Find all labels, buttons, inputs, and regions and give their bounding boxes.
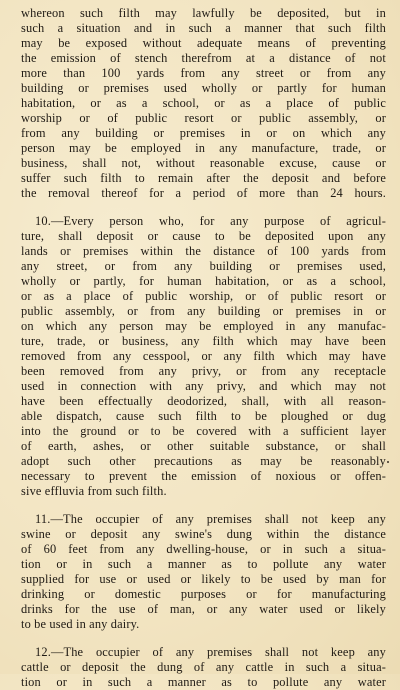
text-line: whereon such filth may lawfully be deposited, but in bbox=[21, 6, 386, 20]
text-line: from any building or premises in or on which any bbox=[21, 126, 386, 140]
text-line: sive effluvia from such filth. bbox=[21, 484, 167, 498]
text-line: able dispatch, cause such filth to be ploughed or dug bbox=[21, 409, 386, 423]
text-line: the removal thereof for a period of more than 24 hours. bbox=[21, 186, 386, 200]
text-line: ture, trade, or business, any filth which may have been bbox=[21, 334, 386, 348]
text-line: person may be employed in any manufacture, trade, or bbox=[21, 141, 386, 155]
text-line: drinks for the use of man, or any water used or likely bbox=[21, 602, 386, 616]
text-line: tion or in such a manner as to pollute any water bbox=[21, 557, 386, 571]
text-line: tion or in such a manner as to pollute any water bbox=[21, 675, 386, 689]
text-line: 12.—The occupier of any premises shall not keep any bbox=[35, 645, 386, 659]
text-line: suffer such filth to remain after the deposit and before bbox=[21, 171, 386, 185]
paragraph-gap bbox=[21, 632, 386, 645]
text-line: business, shall not, without reasonable excuse, cause or bbox=[21, 156, 386, 170]
text-line: lands or premises within the distance of 100 yards from bbox=[21, 244, 386, 258]
text-line: of earth, ashes, or other suitable substance, or shall bbox=[21, 439, 386, 453]
text-line: ture, shall deposit or cause to be deposited upon any bbox=[21, 229, 386, 243]
text-line: such a situation and in such a manner that such filth bbox=[21, 21, 386, 35]
text-line: removed from any cesspool, or any filth which may have bbox=[21, 349, 386, 363]
text-line: habitation, or as a school, or as a place of public bbox=[21, 96, 386, 110]
text-line: drinking or domestic purposes or for manufacturing bbox=[21, 587, 386, 601]
text-line: into the ground or to be covered with a sufficient layer bbox=[21, 424, 386, 438]
text-line: may be exposed without adequate means of preventing bbox=[21, 36, 386, 50]
text-line: to be used in any dairy. bbox=[21, 617, 140, 631]
paragraph-gap bbox=[21, 499, 386, 512]
text-line: swine or deposit any swine's dung within the distance bbox=[21, 527, 386, 541]
text-line: or as a place of public worship, or of public resort or bbox=[21, 289, 386, 303]
text-line: public assembly, or from any building or premises in or bbox=[21, 304, 386, 318]
text-line: wholly or partly, for human habitation, or as a school, bbox=[21, 274, 386, 288]
print-speck bbox=[387, 461, 389, 463]
text-line: worship or of public resort or public assembly, or bbox=[21, 111, 386, 125]
text-line: been removed from any privy, or from any receptacle bbox=[21, 364, 386, 378]
text-line: necessary to prevent the emission of noxious or offen- bbox=[21, 469, 386, 483]
text-line: used in connection with any privy, and which may not bbox=[21, 379, 386, 393]
text-line: the emission of stench therefrom at a distance of not bbox=[21, 51, 386, 65]
text-line: of 60 feet from any dwelling-house, or in such a situa- bbox=[21, 542, 386, 556]
text-line: 10.—Every person who, for any purpose of agricul- bbox=[35, 214, 386, 228]
paragraph-9-continuation bbox=[21, 6, 386, 201]
paragraph-gap bbox=[21, 201, 386, 214]
text-line: adopt such other precautions as may be reasonably bbox=[21, 454, 386, 468]
text-line: cattle or deposit the dung of any cattle in such a situa- bbox=[21, 660, 386, 674]
text-line: building or premises used wholly or partly for human bbox=[21, 81, 386, 95]
text-line: any street, or from any building or premises used, bbox=[21, 259, 386, 273]
paragraph-12 bbox=[21, 645, 386, 690]
text-line: on which any person may be employed in any manufac- bbox=[21, 319, 386, 333]
text-line: have been effectually deodorized, shall, with all reason- bbox=[21, 394, 386, 408]
paragraph-11 bbox=[21, 512, 386, 632]
text-line: 11.—The occupier of any premises shall not keep any bbox=[35, 512, 386, 526]
text-line: more than 100 yards from any street or from any bbox=[21, 66, 386, 80]
text-line: supplied for use or used or likely to be used by man for bbox=[21, 572, 386, 586]
paragraph-10 bbox=[21, 214, 386, 499]
